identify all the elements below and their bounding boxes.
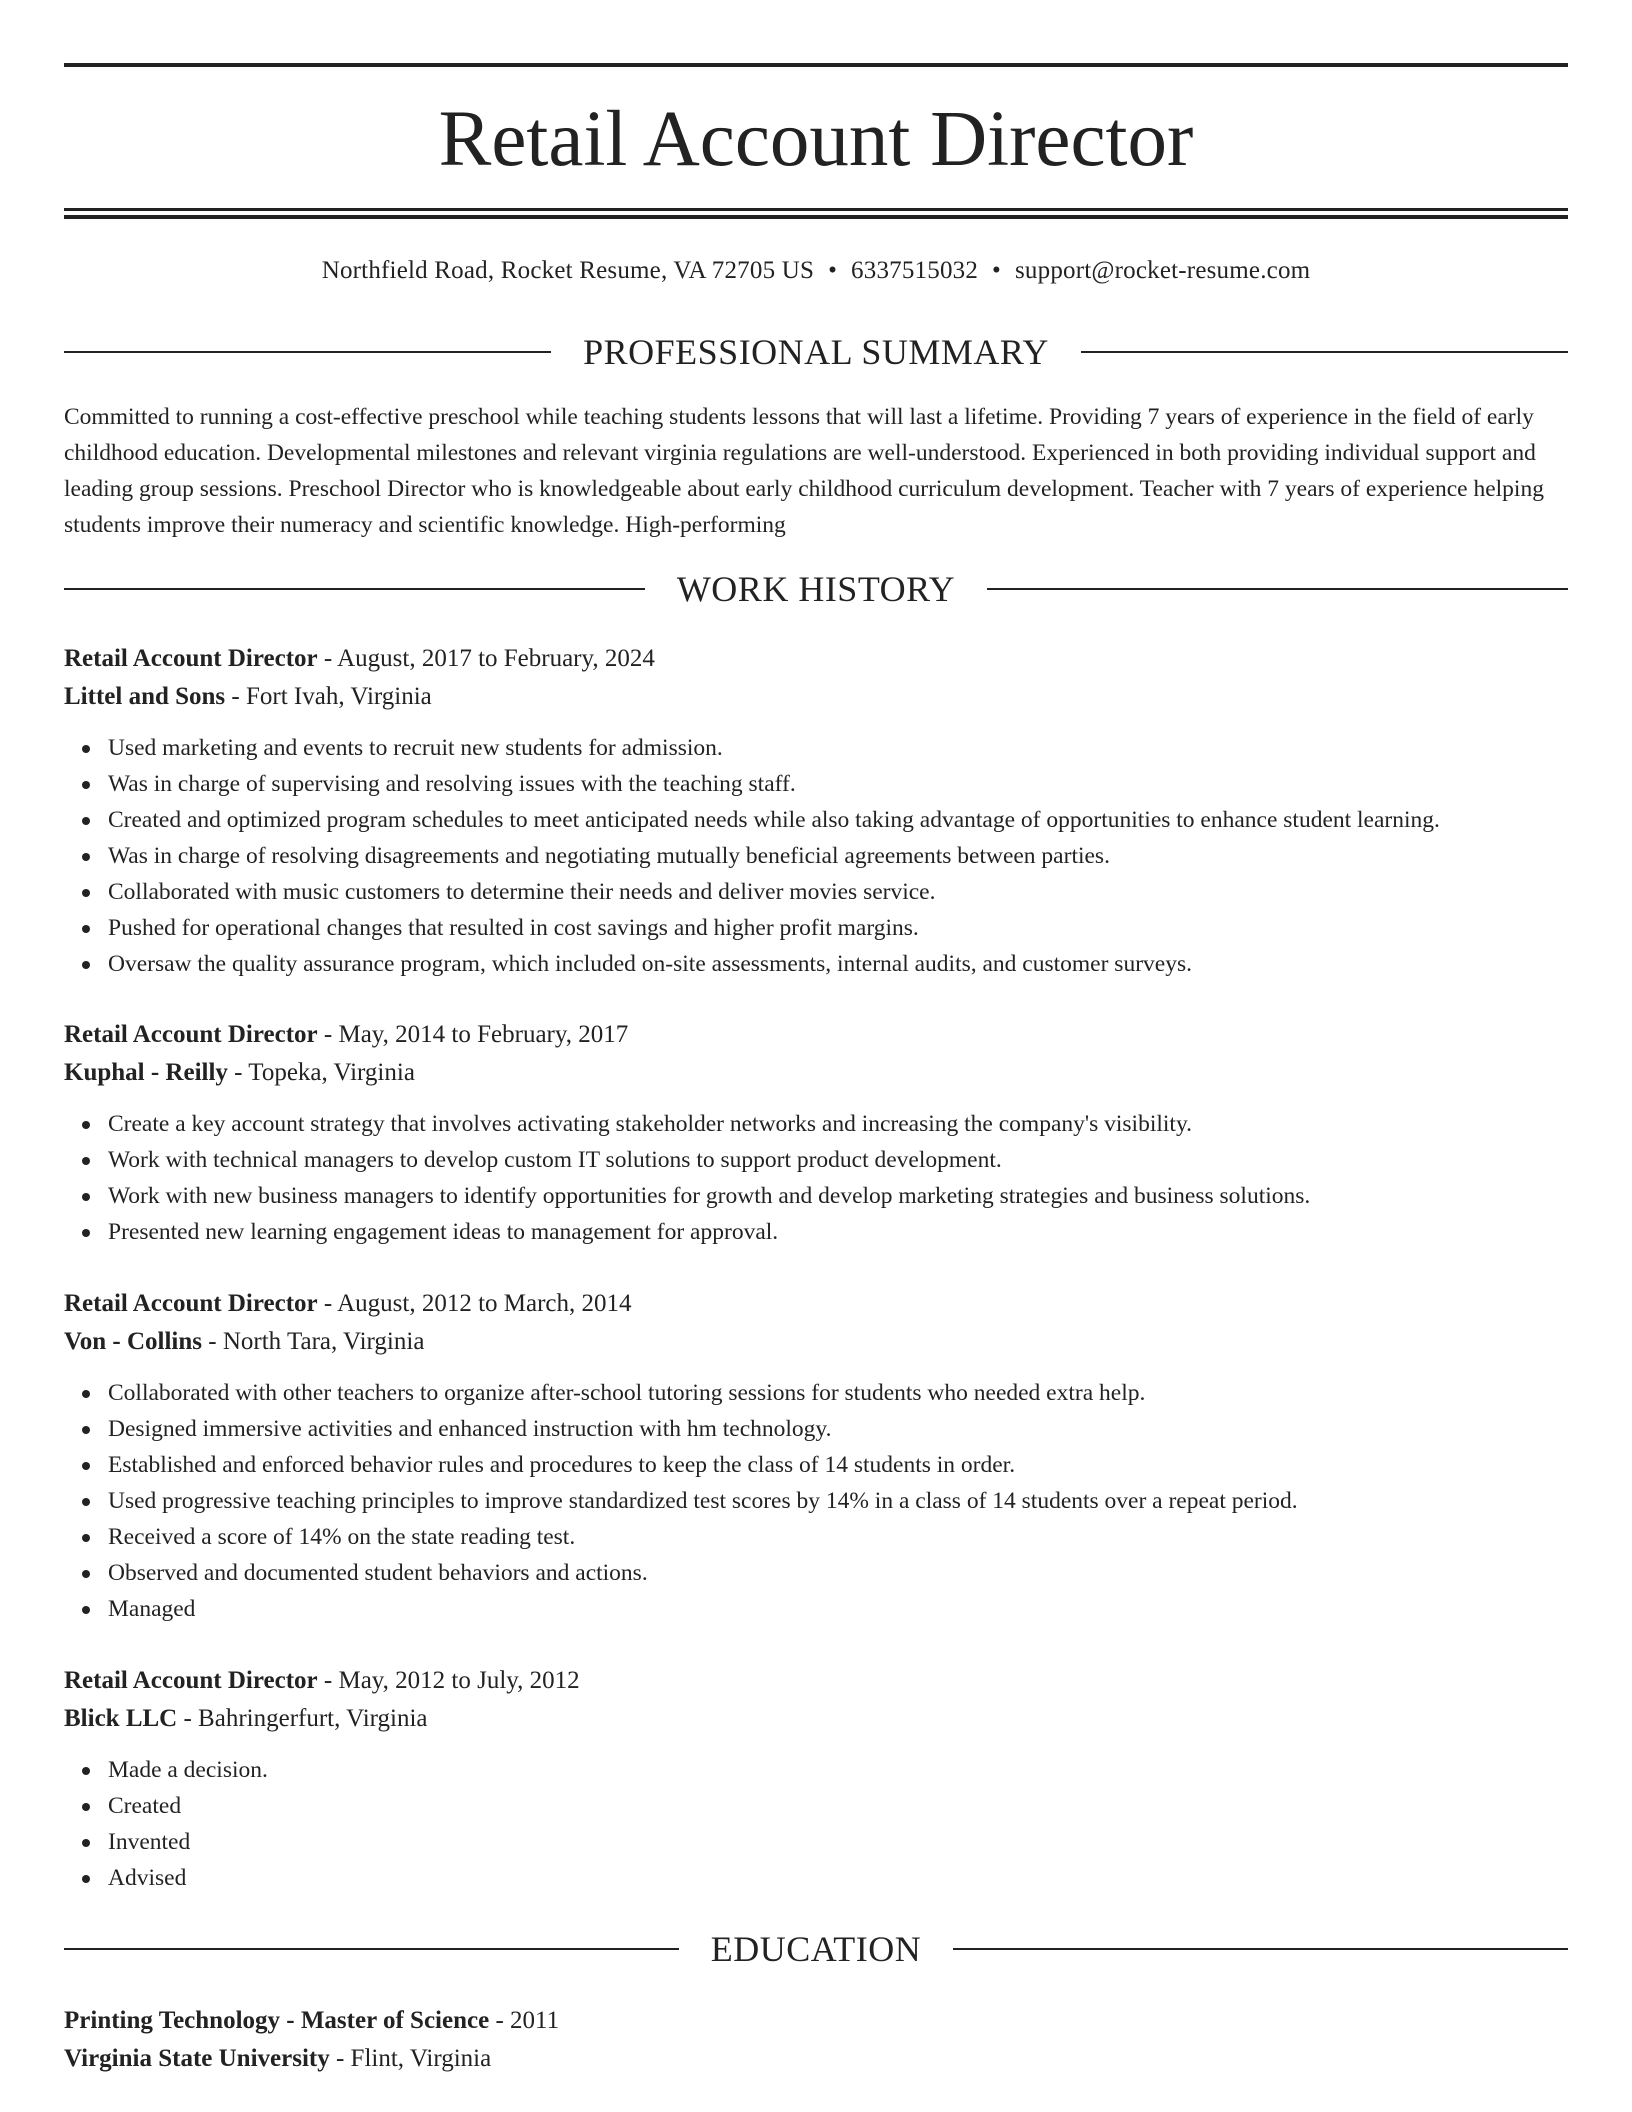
contact-email: support@rocket-resume.com [1015,257,1311,284]
list-item: Made a decision. [108,1752,1568,1788]
list-item: Oversaw the quality assurance program, which included on-site assessments, internal audits, and customer surveys. [108,946,1568,982]
job-dates: - August, 2012 to March, 2014 [317,1290,632,1317]
job-location: - North Tara, Virginia [202,1328,425,1355]
list-item: Established and enforced behavior rules and procedures to keep the class of 14 students in order. [108,1447,1568,1483]
job-bullets [64,1752,1568,1896]
education-entry [64,2002,1568,2078]
summary-text: Committed to running a cost-effective preschool while teaching students lessons that will last a lifetime. Providing 7 years of experience in the field of early childhood education. Developmental milestones and relevant virginia regulations are well-understood. Experienced in both providing individual support and leading group sessions. Preschool Director who is knowledgeable about early childhood curriculum development. Teacher with 7 years of experience helping students improve their numeracy and scientific knowledge. High-performing [64,404,1544,538]
section-title: WORK HISTORY [676,569,956,609]
job-company: Littel and Sons [64,683,226,710]
job-dates: - May, 2014 to February, 2017 [317,1021,629,1048]
list-item: Managed [108,1591,1568,1627]
list-item: Collaborated with other teachers to organize after-school tutoring sessions for students who needed extra help. [108,1375,1568,1411]
job-company-line [64,678,1568,716]
resume-title: Retail Account Director [438,96,1194,183]
job-location: - Topeka, Virginia [227,1059,415,1086]
list-item: Work with new business managers to identify opportunities for growth and develop marketing strategies and business solutions. [108,1178,1568,1214]
job-title-line [64,1285,1568,1323]
job-company: Kuphal - Reilly [64,1059,228,1086]
job-title-line [64,1016,1568,1054]
heading-rule-right [1081,351,1568,353]
job-bullets [64,1106,1568,1250]
list-item: Presented new learning engagement ideas to management for approval. [108,1214,1568,1250]
list-item: Advised [108,1860,1568,1896]
list-item: Collaborated with music customers to determine their needs and deliver movies service. [108,874,1568,910]
section-heading-summary [64,330,1568,374]
list-item: Created and optimized program schedules to meet anticipated needs while also taking advantage of opportunities to enhance student learning. [108,802,1568,838]
list-item: Was in charge of resolving disagreements and negotiating mutually beneficial agreements between parties. [108,838,1568,874]
job-company: Von - Collins [64,1328,203,1355]
job-dates: - May, 2012 to July, 2012 [317,1667,580,1694]
job-title: Retail Account Director [64,1667,318,1694]
job-company-line [64,1323,1568,1361]
contact-separator: • [828,257,838,284]
job-entry [64,640,1568,982]
job-company-line [64,1054,1568,1092]
job-title: Retail Account Director [64,1021,318,1048]
job-bullets [64,1375,1568,1627]
job-location: - Bahringerfurt, Virginia [177,1705,428,1732]
contact-address: Northfield Road, Rocket Resume, VA 72705 US [321,257,815,284]
heading-rule-left [64,1948,679,1950]
job-dates: - August, 2017 to February, 2024 [317,645,655,672]
job-company-line [64,1700,1568,1738]
section-heading-work [64,567,1568,611]
list-item: Pushed for operational changes that resulted in cost savings and higher profit margins. [108,910,1568,946]
title-double-rule [64,208,1568,219]
list-item: Invented [108,1824,1568,1860]
list-item: Was in charge of supervising and resolving issues with the teaching staff. [108,766,1568,802]
job-title-line [64,1662,1568,1700]
list-item: Designed immersive activities and enhanced instruction with hm technology. [108,1411,1568,1447]
education-year: - 2011 [489,2007,560,2034]
list-item: Work with technical managers to develop custom IT solutions to support product development. [108,1142,1568,1178]
education-school-line [64,2040,1568,2078]
job-company: Blick LLC [64,1705,178,1732]
job-entry [64,1285,1568,1627]
job-entry [64,1662,1568,1896]
contact-phone: 6337515032 [851,257,979,284]
heading-rule-right [987,588,1568,590]
list-item: Used progressive teaching principles to improve standardized test scores by 14% in a class of 14 students over a repeat period. [108,1483,1568,1519]
section-title: EDUCATION [710,1929,922,1969]
job-title: Retail Account Director [64,645,318,672]
contact-line [64,254,1568,288]
list-item: Created [108,1788,1568,1824]
top-rule [64,63,1568,67]
contact-separator: • [992,257,1001,284]
education-school: Virginia State University [64,2045,330,2072]
list-item: Received a score of 14% on the state reading test. [108,1519,1568,1555]
education-location: - Flint, Virginia [329,2045,492,2072]
heading-rule-left [64,588,645,590]
education-degree-line [64,2002,1568,2040]
section-title: PROFESSIONAL SUMMARY [583,332,1049,372]
job-bullets [64,730,1568,982]
job-location: - Fort Ivah, Virginia [225,683,432,710]
job-entry [64,1016,1568,1250]
list-item: Observed and documented student behaviors and actions. [108,1555,1568,1591]
education-degree: Printing Technology - Master of Science [64,2007,490,2034]
list-item: Used marketing and events to recruit new students for admission. [108,730,1568,766]
job-title-line [64,640,1568,678]
heading-rule-left [64,351,551,353]
heading-rule-right [953,1948,1568,1950]
job-title: Retail Account Director [64,1290,318,1317]
section-heading-education [64,1927,1568,1971]
list-item: Create a key account strategy that involves activating stakeholder networks and increasing the company's visibility. [108,1106,1568,1142]
